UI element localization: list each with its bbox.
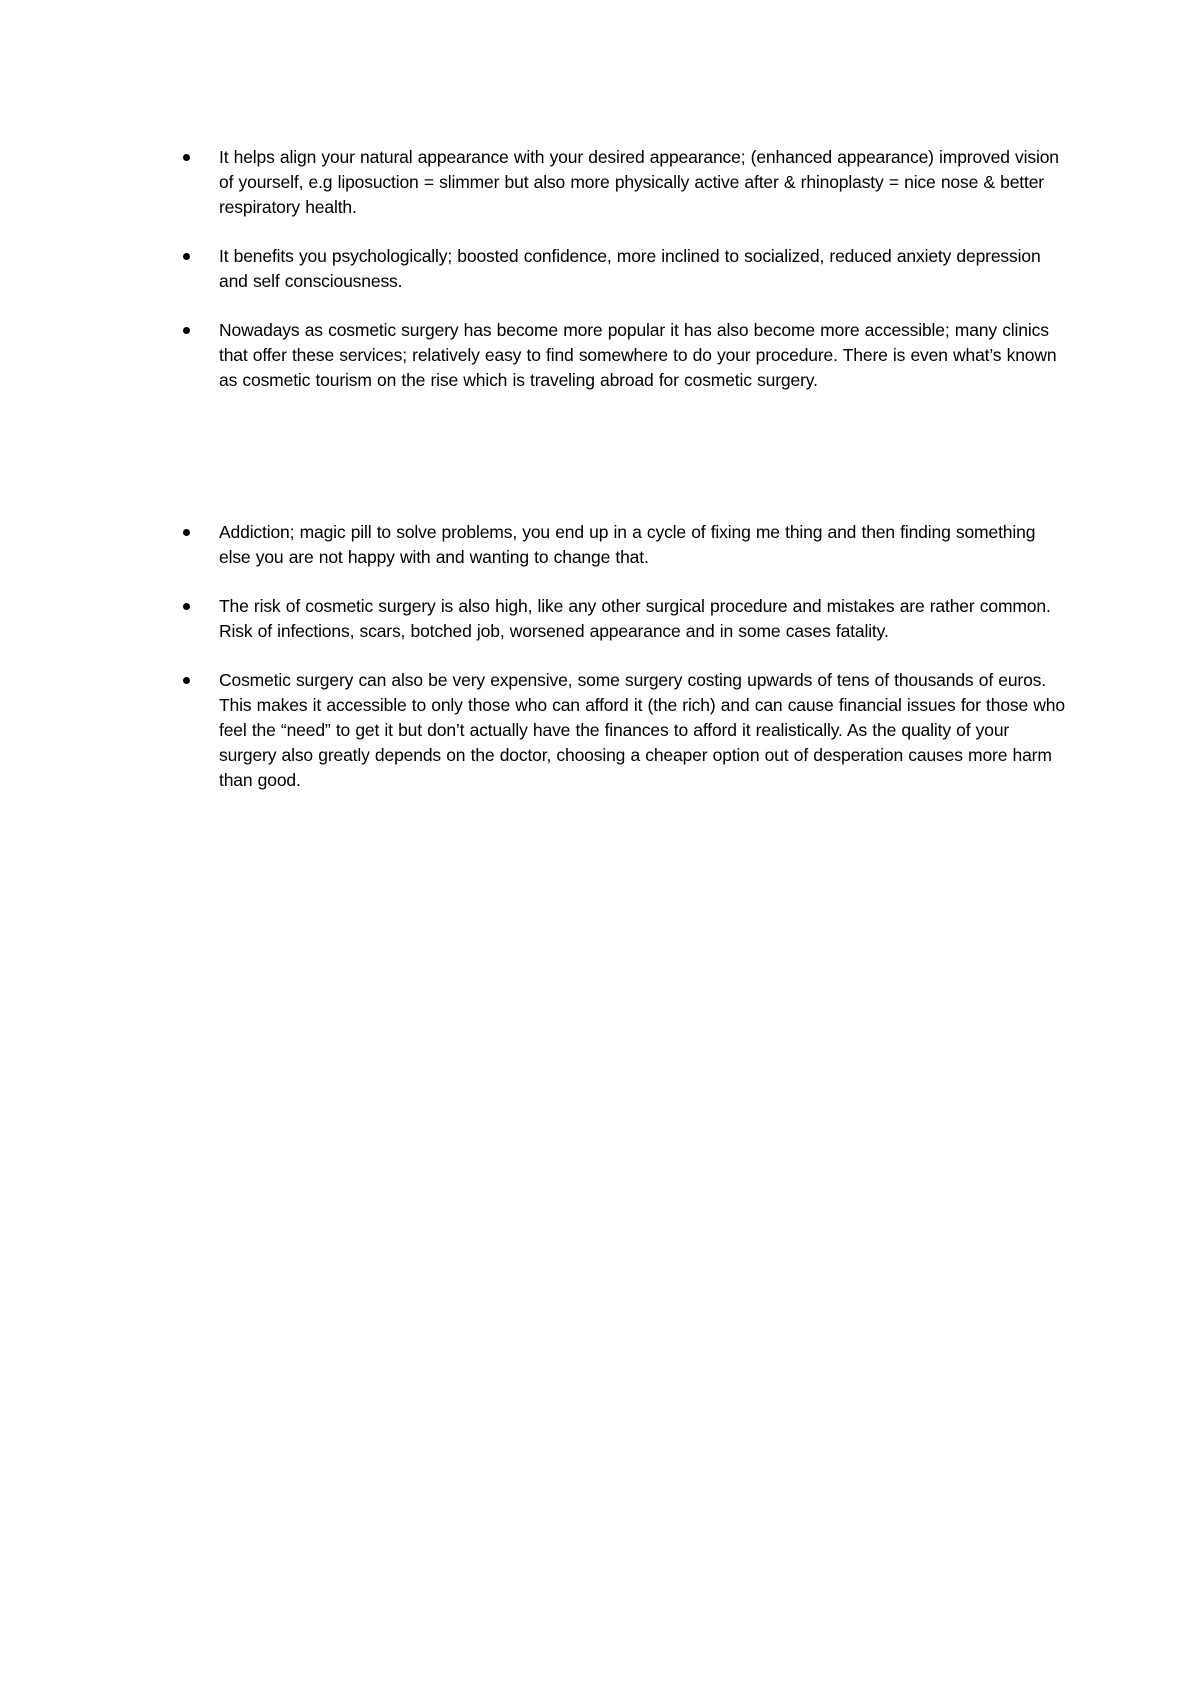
list-item [0,668,1200,793]
list-item-text: It helps align your natural appearance with your desired appearance; (enhanced appearance) improved vision of yourself, e.g liposuction = slimmer but also more physically active after & rhinoplasty = nice nose & better respiratory health. [219,147,1059,217]
list-item [0,145,1200,220]
bullet-icon [183,154,190,161]
list-item-text: Cosmetic surgery can also be very expensive, some surgery costing upwards of tens of thousands of euros. This makes it accessible to only those who can afford it (the rich) and can cause financial issues for those who feel the “need” to get it but don’t actually have the finances to afford it realistically. As the quality of your surgery also greatly depends on the doctor, choosing a cheaper option out of desperation causes more harm than good. [219,670,1065,790]
bullet-icon [183,603,190,610]
list-item [0,318,1200,393]
list-item [0,244,1200,294]
bullet-icon [183,253,190,260]
list-item-text: Addiction; magic pill to solve problems, you end up in a cycle of fixing me thing and then finding something else you are not happy with and wanting to change that. [219,522,1036,567]
list-item-text: Nowadays as cosmetic surgery has become more popular it has also become more accessible; many clinics that offer these services; relatively easy to find somewhere to do your procedure. There is even what’s known as cosmetic tourism on the rise which is traveling abroad for cosmetic surgery. [219,320,1057,390]
list-item [0,594,1200,644]
disadvantages-list [0,520,1200,817]
list-item-text: The risk of cosmetic surgery is also high, like any other surgical procedure and mistakes are rather common. Risk of infections, scars, botched job, worsened appearance and in some cases fatality. [219,596,1051,641]
advantages-list [0,145,1200,417]
list-item-text: It benefits you psychologically; boosted confidence, more inclined to socialized, reduced anxiety depression and self consciousness. [219,246,1041,291]
bullet-icon [183,529,190,536]
bullet-icon [183,677,190,684]
bullet-icon [183,327,190,334]
list-item [0,520,1200,570]
